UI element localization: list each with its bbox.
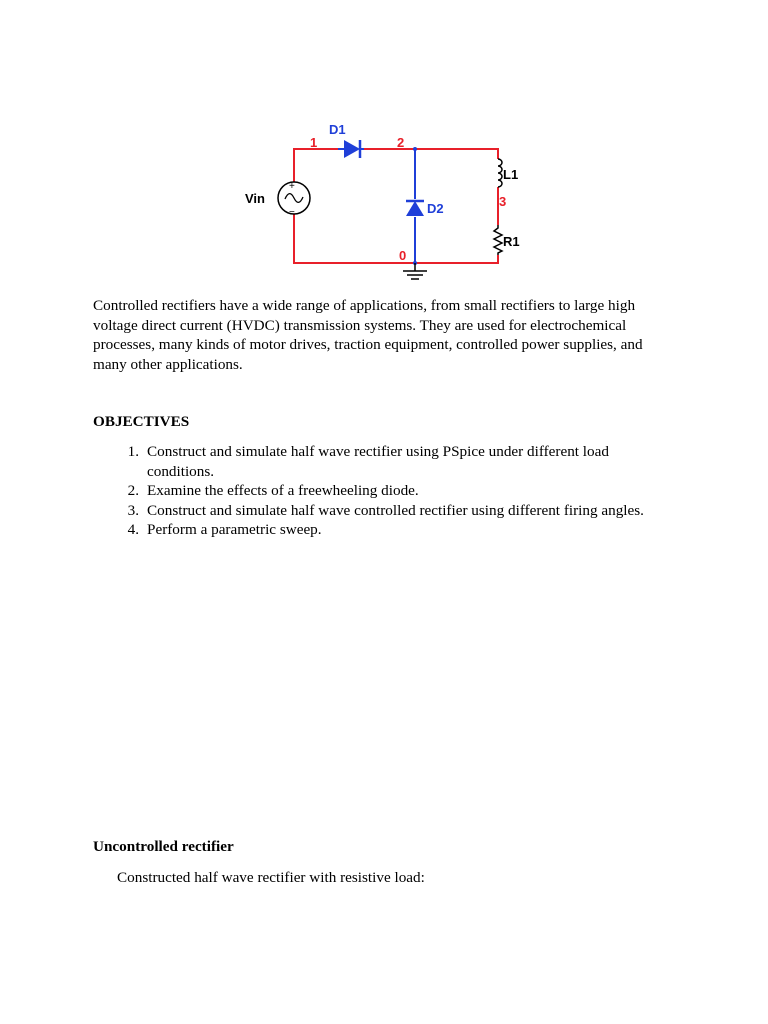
wire-node1 xyxy=(294,149,338,182)
circuit-diagram xyxy=(230,115,540,285)
objectives-list xyxy=(93,442,673,540)
wire-node2 xyxy=(364,149,498,159)
list-item-text: Perform a parametric sweep. xyxy=(147,521,322,538)
list-item-number: 4. xyxy=(127,521,139,538)
node0-label: 0 xyxy=(399,248,407,263)
objectives-heading: OBJECTIVES xyxy=(93,413,190,430)
uncontrolled-heading: Uncontrolled rectifier xyxy=(93,838,234,855)
intro-paragraph: Controlled rectifiers have a wide range of applications, from small rectifiers to large high voltage direct current (HVDC) transmission systems. They are used for electrochemical processes, many kinds of motor drives, traction equipment, controlled power supplies, and many other applications. xyxy=(93,297,643,373)
diode-d2-icon xyxy=(406,201,424,216)
list-item xyxy=(93,481,673,501)
node3-label: 3 xyxy=(499,194,507,209)
r1-label: R1 xyxy=(503,234,520,249)
source-label: Vin xyxy=(245,191,265,206)
node2-label: 2 xyxy=(397,135,405,150)
node1-label: 1 xyxy=(310,135,318,150)
d1-label: D1 xyxy=(329,122,346,137)
list-item-text: Construct and simulate half wave rectifier using PSpice under different load conditions. xyxy=(147,443,609,480)
wire-node0 xyxy=(294,214,498,263)
uncontrolled-text: Constructed half wave rectifier with resistive load: xyxy=(117,869,425,886)
inductor-l1-icon xyxy=(498,159,502,187)
list-item-text: Examine the effects of a freewheeling diode. xyxy=(147,482,419,499)
junction-dot xyxy=(413,147,417,151)
list-item-text: Construct and simulate half wave controlled rectifier using different firing angles. xyxy=(147,501,644,519)
circuit-wires xyxy=(294,149,498,263)
source-minus: − xyxy=(289,207,295,218)
ground-icon xyxy=(403,263,427,279)
list-item xyxy=(93,501,673,521)
l1-label: L1 xyxy=(503,167,519,182)
list-item xyxy=(93,442,673,481)
source-plus: + xyxy=(289,181,295,192)
diode-d1-icon xyxy=(338,140,364,158)
list-item-number: 2. xyxy=(127,482,139,499)
d2-label: D2 xyxy=(427,201,444,216)
resistor-r1-icon xyxy=(494,225,502,255)
list-item-number: 1. xyxy=(127,443,139,460)
list-item-number: 3. xyxy=(127,501,139,519)
list-item xyxy=(93,520,673,540)
